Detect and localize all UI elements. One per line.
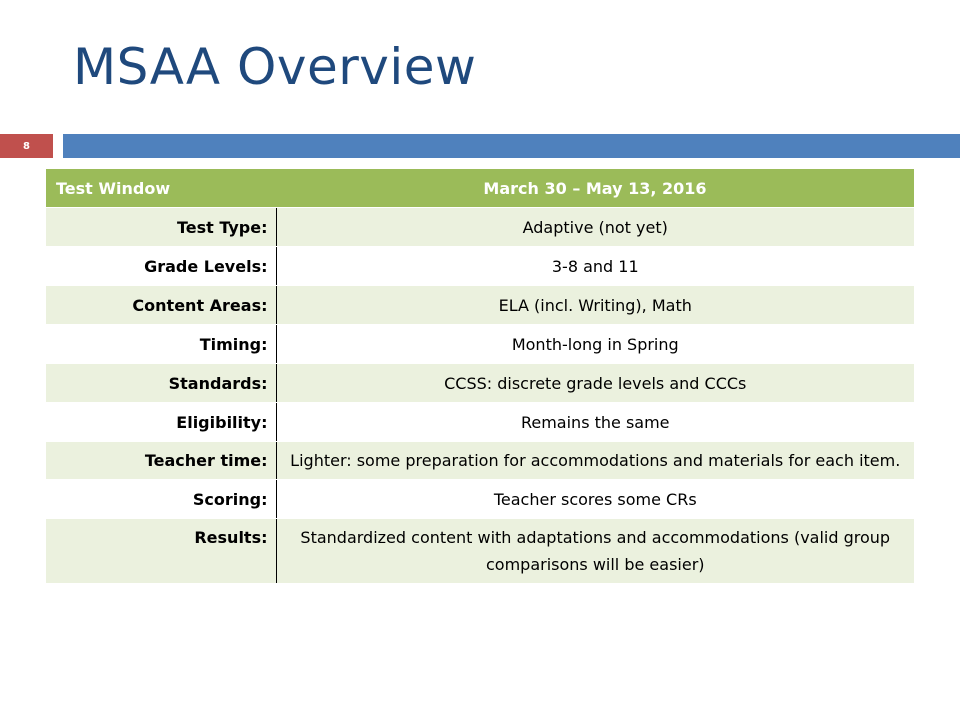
row-label: Scoring: [46,480,276,519]
row-value: Standardized content with adaptations and accommodations (valid group comparisons will be easier) [276,519,914,584]
table-row [46,480,914,519]
header-label-cell: Test Window [46,169,276,208]
row-value: 3-8 and 11 [276,247,914,286]
row-label: Timing: [46,325,276,364]
table-row [46,325,914,364]
row-value: CCSS: discrete grade levels and CCCs [276,364,914,403]
table-row [46,364,914,403]
row-value: Lighter: some preparation for accommodations and materials for each item. [276,442,914,480]
page-number: 8 [23,140,30,152]
table-row [46,519,914,584]
header-accent-bar [63,134,960,158]
row-label: Teacher time: [46,442,276,480]
header-value-cell: March 30 – May 13, 2016 [276,169,914,208]
row-value: Adaptive (not yet) [276,208,914,247]
table-header-row [46,169,914,208]
overview-table [46,169,914,584]
row-label: Eligibility: [46,403,276,442]
table-row [46,208,914,247]
page-number-badge [0,134,53,158]
table-row [46,442,914,480]
table-row [46,247,914,286]
table-row [46,286,914,325]
row-value: ELA (incl. Writing), Math [276,286,914,325]
slide-title: MSAA Overview [73,38,477,96]
row-label: Grade Levels: [46,247,276,286]
row-value: Month-long in Spring [276,325,914,364]
row-label: Test Type: [46,208,276,247]
row-label: Results: [46,519,276,584]
table-row [46,403,914,442]
row-label: Standards: [46,364,276,403]
row-value: Remains the same [276,403,914,442]
row-value: Teacher scores some CRs [276,480,914,519]
row-label: Content Areas: [46,286,276,325]
